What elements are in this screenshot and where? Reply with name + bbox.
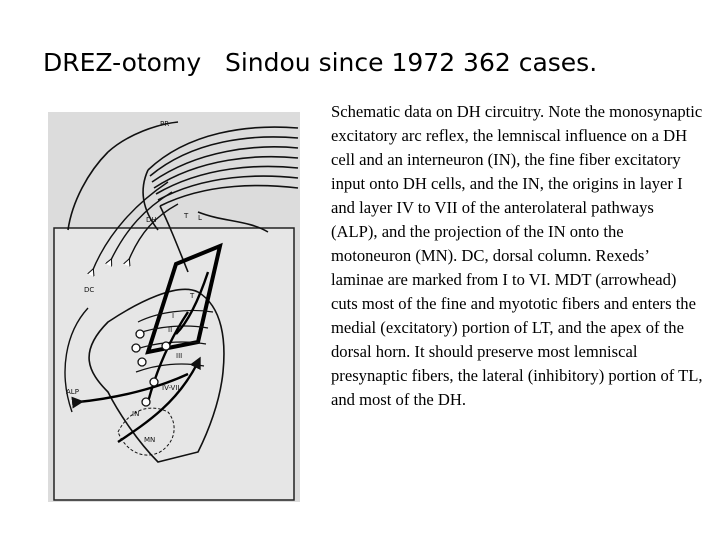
label-t-mid: T (190, 292, 195, 300)
label-in: IN (132, 410, 140, 418)
label-dc: DC (84, 286, 95, 294)
label-lamina-i: I (172, 312, 175, 320)
label-lamina-iv-vii: IV-VII (162, 384, 180, 392)
slide-title: DREZ-otomy Sindou since 1972 362 cases. (43, 48, 598, 77)
label-dh: DH (146, 216, 157, 224)
caption-text: Schematic data on DH circuitry. Note the monosynaptic excitatory arc reflex, the lemniscal influence on a DH cell and an interneuron (IN), the fine fiber excitatory input onto DH cells, and the IN, the origins in layer I and layer IV to VII of the anterolateral pathways (ALP), and the projection of the IN onto the motoneuron (MN). DC, dorsal column. Rexeds’ laminae are marked from I to VI. MDT (arrowhead) cuts most of the fine and myototic fibers and enters the medial (excitatory) portion of LT, and the apex of the dorsal horn. It should preserve most lemniscal presynaptic fibers, the lateral (inhibitory) portion of TL, and most of the DH. (331, 102, 703, 409)
dh-circuitry-diagram (48, 112, 300, 502)
label-t-top: T (184, 212, 189, 220)
label-alp: ALP (66, 388, 79, 396)
label-pr: PR (160, 120, 170, 128)
label-lamina-ii: II (168, 326, 173, 334)
label-mn: MN (144, 436, 156, 444)
label-l-top: L (198, 214, 202, 222)
label-lamina-iii: III (176, 352, 183, 360)
